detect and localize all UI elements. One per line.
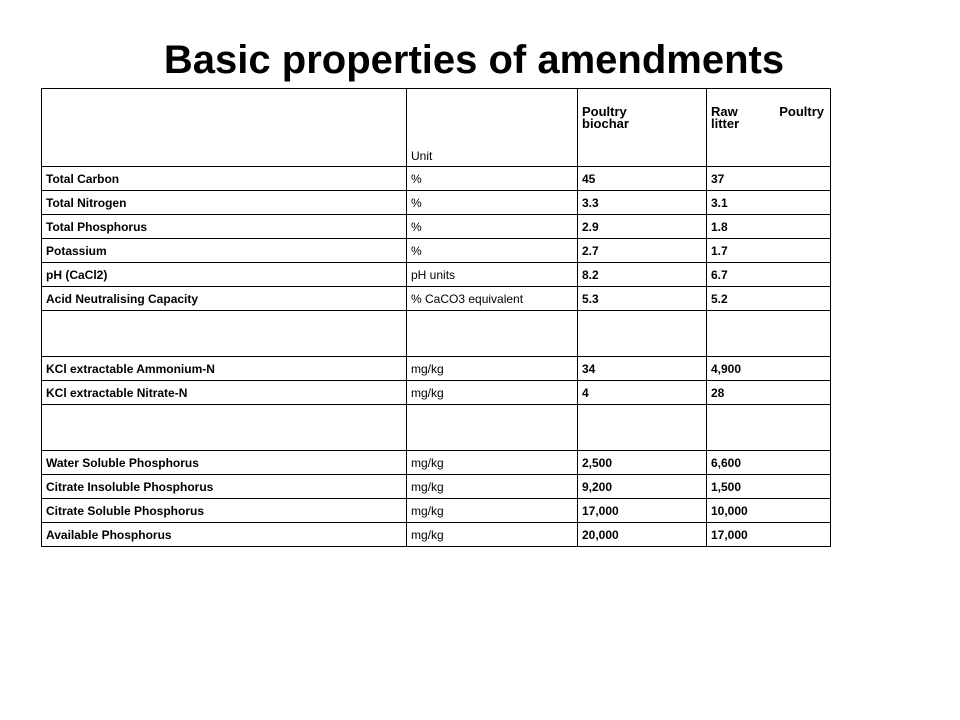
cell-poultry-biochar: 20,000 [578,523,707,547]
table-row [42,451,831,475]
cell-raw-poultry-litter: 17,000 [707,523,831,547]
cell-property: Total Carbon [42,167,407,191]
header-poultry-biochar [578,89,707,167]
table-row [42,287,831,311]
cell-unit: mg/kg [407,357,578,381]
cell-poultry-biochar: 9,200 [578,475,707,499]
cell-raw-poultry-litter: 3.1 [707,191,831,215]
cell-unit: % [407,191,578,215]
cell-unit: pH units [407,263,578,287]
cell-poultry-biochar: 3.3 [578,191,707,215]
cell-unit: mg/kg [407,451,578,475]
table-row [42,263,831,287]
table-row [42,381,831,405]
properties-table [41,88,831,547]
header-property [42,89,407,167]
cell-unit: mg/kg [407,475,578,499]
cell-poultry-biochar: 5.3 [578,287,707,311]
cell-unit: % [407,239,578,263]
page-title: Basic properties of amendments [163,38,785,82]
cell-poultry-biochar: 2.9 [578,215,707,239]
cell-poultry-biochar: 8.2 [578,263,707,287]
table-row [42,191,831,215]
cell-unit: mg/kg [407,381,578,405]
cell-poultry-biochar: 4 [578,381,707,405]
cell-poultry-biochar: 34 [578,357,707,381]
cell-property: Total Phosphorus [42,215,407,239]
header-raw-word: Raw [711,104,738,119]
cell-unit: mg/kg [407,523,578,547]
table-row [42,167,831,191]
cell-property: KCl extractable Ammonium-N [42,357,407,381]
cell-property [42,311,407,357]
cell-property: Citrate Insoluble Phosphorus [42,475,407,499]
header-raw-poultry-litter [707,89,831,167]
table-row [42,239,831,263]
cell-property: KCl extractable Nitrate-N [42,381,407,405]
table-row [42,499,831,523]
cell-raw-poultry-litter: 6.7 [707,263,831,287]
header-unit: Unit [407,89,578,167]
cell-property: Available Phosphorus [42,523,407,547]
cell-poultry-biochar: 17,000 [578,499,707,523]
cell-property: Potassium [42,239,407,263]
cell-poultry-biochar: 2.7 [578,239,707,263]
spacer-row [42,405,831,451]
header-poultry-word: Poultry [779,104,824,119]
header-poultry-biochar-line1: Poultry [582,104,627,119]
cell-raw-poultry-litter: 1.7 [707,239,831,263]
table-row [42,523,831,547]
cell-poultry-biochar [578,311,707,357]
cell-poultry-biochar: 45 [578,167,707,191]
cell-property: Citrate Soluble Phosphorus [42,499,407,523]
table-row [42,357,831,381]
cell-raw-poultry-litter: 10,000 [707,499,831,523]
cell-property: Total Nitrogen [42,191,407,215]
cell-property: pH (CaCl2) [42,263,407,287]
header-poultry-biochar-line2: biochar [582,116,629,131]
table-header-row [42,89,831,167]
cell-poultry-biochar [578,405,707,451]
cell-poultry-biochar: 2,500 [578,451,707,475]
spacer-row [42,311,831,357]
cell-unit: % [407,167,578,191]
cell-raw-poultry-litter [707,311,831,357]
cell-raw-poultry-litter: 4,900 [707,357,831,381]
cell-raw-poultry-litter: 1.8 [707,215,831,239]
cell-raw-poultry-litter: 6,600 [707,451,831,475]
cell-unit: % CaCO3 equivalent [407,287,578,311]
cell-raw-poultry-litter [707,405,831,451]
cell-unit: % [407,215,578,239]
cell-raw-poultry-litter: 37 [707,167,831,191]
cell-property: Acid Neutralising Capacity [42,287,407,311]
cell-raw-poultry-litter: 28 [707,381,831,405]
table-row [42,475,831,499]
cell-unit [407,405,578,451]
header-litter-word: litter [711,116,740,131]
cell-property [42,405,407,451]
cell-unit [407,311,578,357]
table-row [42,215,831,239]
cell-unit: mg/kg [407,499,578,523]
cell-raw-poultry-litter: 1,500 [707,475,831,499]
cell-property: Water Soluble Phosphorus [42,451,407,475]
cell-raw-poultry-litter: 5.2 [707,287,831,311]
